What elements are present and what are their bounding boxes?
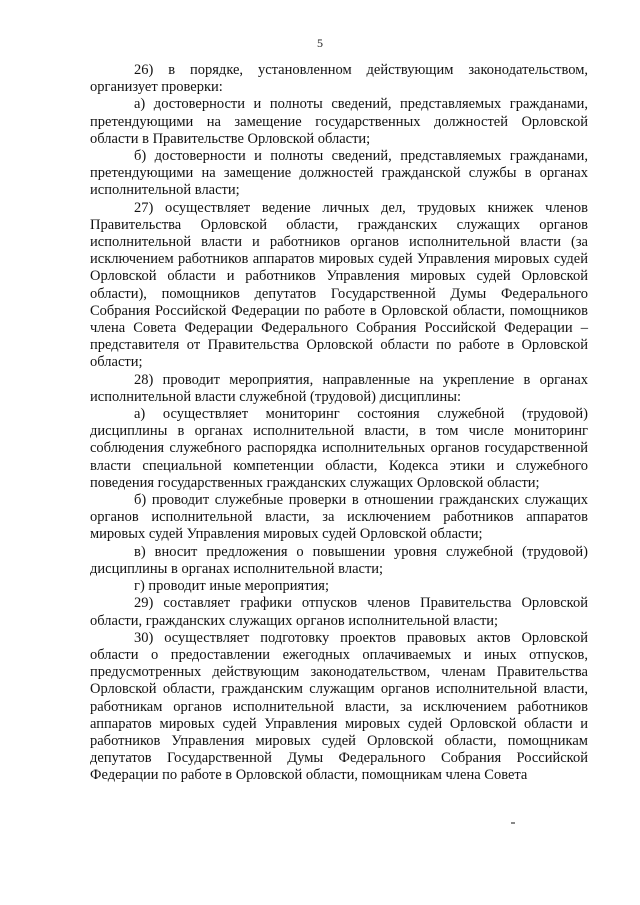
paragraph-27: 27) осуществляет ведение личных дел, трудовых книжек членов Правительства Орловской области, гражданских служащих органов исполнительной власти и работников органов исполнительной власти (за исключением работников аппаратов мировых судей Управления мировых судей Орловской области и работников Управления мировых судей Орловской области), помощников депутатов Государственной Думы Федерального Собрания Российской Федерации по работе в Орловской области, помощников члена Совета Федерации Федерального Собрания Российской Федерации – представителя от Правительства Орловской области по работе в Орловской области; [90,199,588,371]
paragraph-26: 26) в порядке, установленном действующим законодательством, организует проверки: [90,62,588,96]
paragraph-29: 29) составляет графики отпусков членов Правительства Орловской области, гражданских служащих органов исполнительной власти; [90,595,588,629]
document-body [90,62,588,785]
paragraph-26-a: а) достоверности и полноты сведений, представляемых гражданами, претендующими на замещение государственных должностей Орловской области в Правительстве Орловской области; [90,96,588,147]
paragraph-28-v: в) вносит предложения о повышении уровня служебной (трудовой) дисциплины в органах исполнительной власти; [90,543,588,577]
scan-speck [511,822,515,824]
paragraph-30: 30) осуществляет подготовку проектов правовых актов Орловской области о предоставлении ежегодных оплачиваемых и иных отпусков, предусмотренных действующим законодательством, членам Правительства Орловской области, гражданским служащим органов исполнительной власти, работникам органов исполнительной власти, за исключением работников аппаратов мировых судей Управления мировых судей Орловской области и работников Управления мировых судей Орловской области, помощникам депутатов Государственной Думы Федерального Собрания Российской Федерации по работе в Орловской области, помощникам члена Совета [90,629,588,784]
paragraph-28: 28) проводит мероприятия, направленные на укрепление в органах исполнительной власти служебной (трудовой) дисциплины: [90,371,588,405]
page-number: 5 [317,36,323,50]
paragraph-28-g: г) проводит иные мероприятия; [134,578,330,595]
paragraph-26-b: б) достоверности и полноты сведений, представляемых гражданами, претендующими на замещение должностей гражданской службы в органах исполнительной власти; [90,148,588,199]
paragraph-28-a: а) осуществляет мониторинг состояния служебной (трудовой) дисциплины в органах исполнительной власти, в том числе мониторинг соблюдения служебного распорядка исполнительных органов государственной власти специальной компетенции области, Кодекса этики и служебного поведения государственных гражданских служащих Орловской области; [90,406,588,491]
paragraph-28-b: б) проводит служебные проверки в отношении гражданских служащих органов исполнительной власти, за исключением работников аппаратов мировых судей Управления мировых судей Орловской области; [90,492,588,543]
